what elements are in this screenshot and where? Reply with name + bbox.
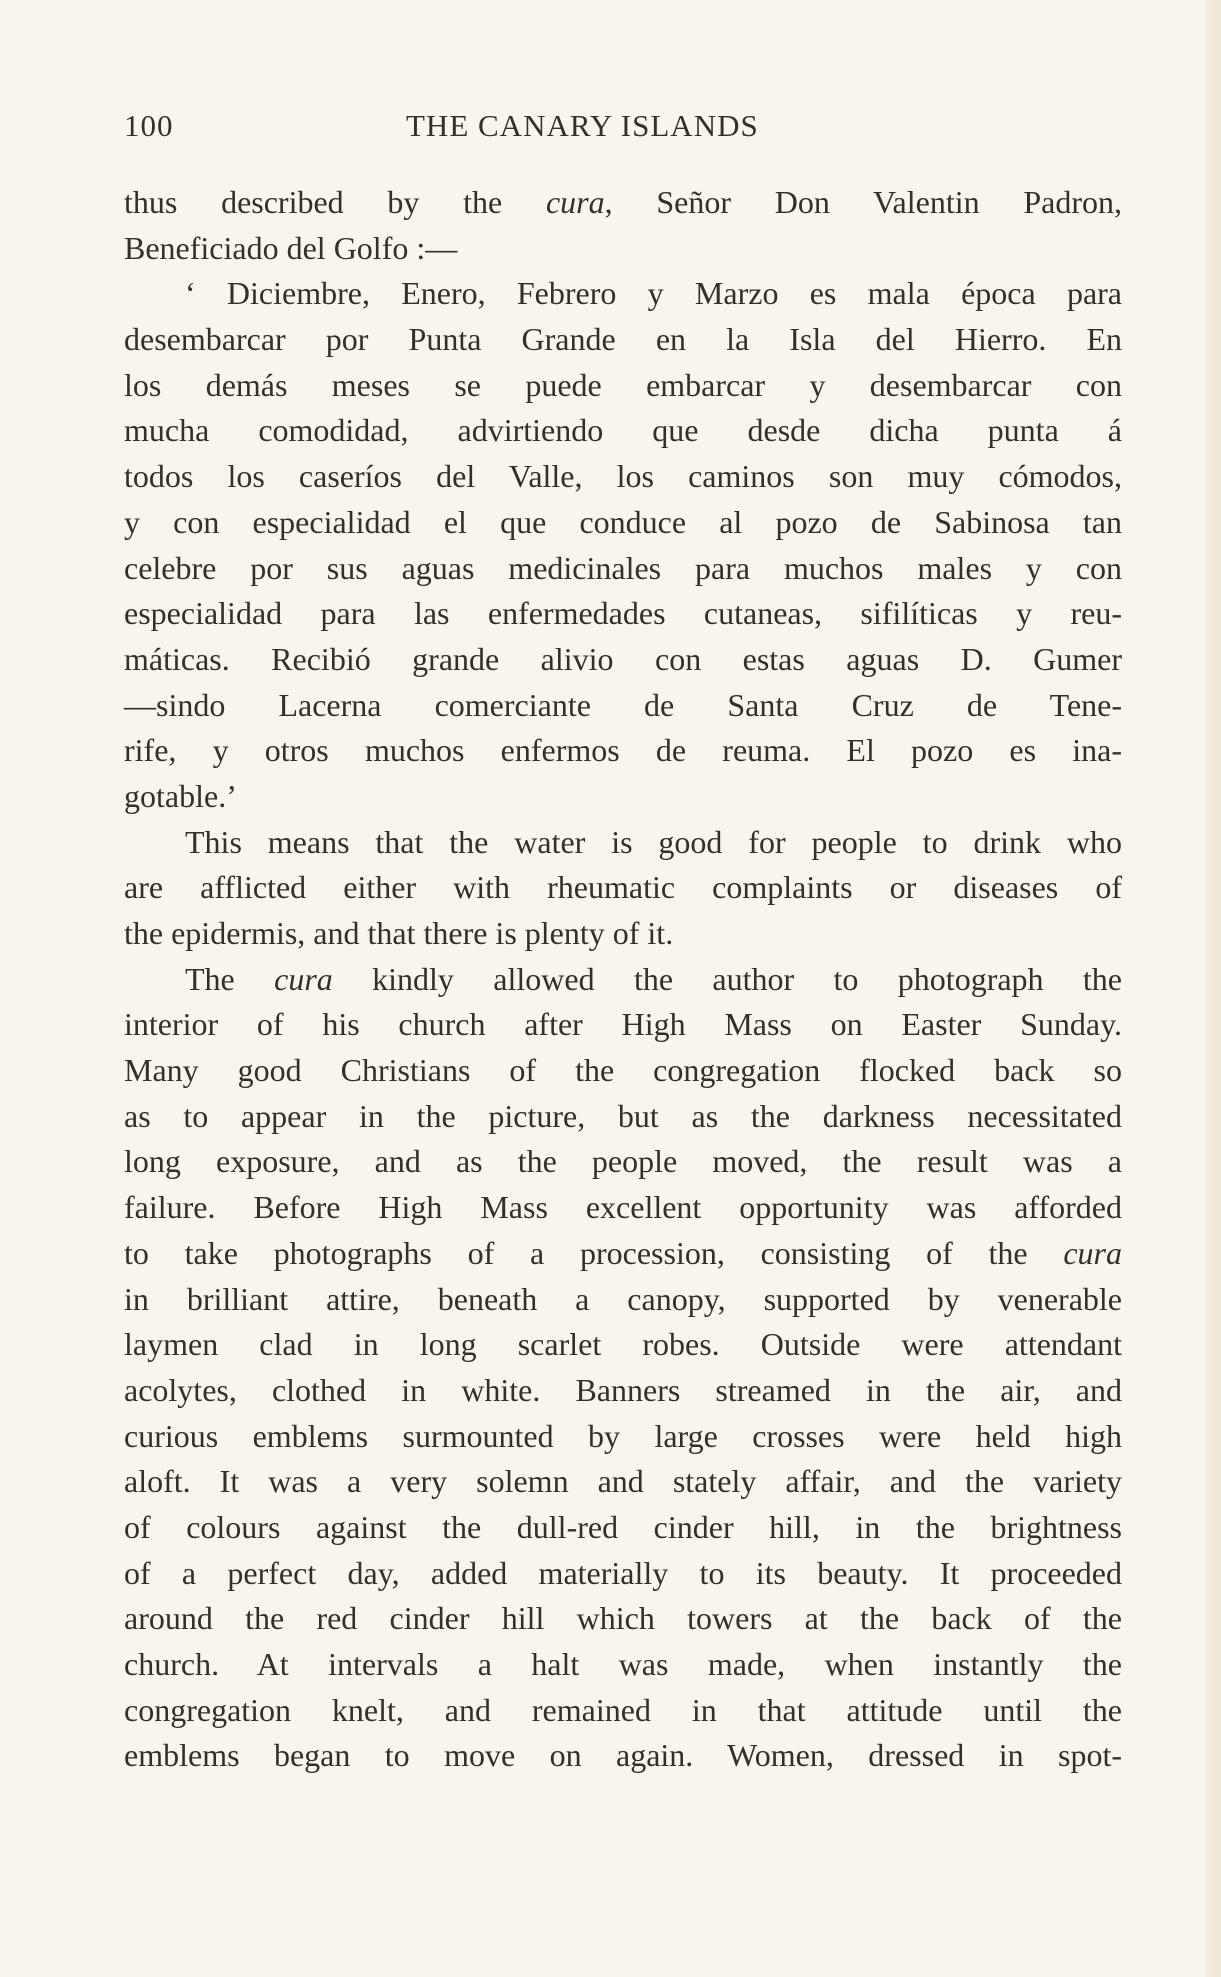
text-line: interior of his church after High Mass on Easter Sunday.: [124, 1006, 1122, 1043]
text-line: especialidad para las enfermedades cutaneas, sifilíticas y reu-: [124, 595, 1122, 632]
text-line: aloft. It was a very solemn and stately affair, and the variety: [124, 1463, 1122, 1500]
text-line: y con especialidad el que conduce al pozo de Sabinosa tan: [124, 503, 1122, 540]
text-line: to take photographs of a procession, consisting of the cura: [124, 1234, 1122, 1271]
running-head: [124, 104, 1124, 148]
text-line: desembarcar por Punta Grande en la Isla del Hierro. En: [124, 321, 1122, 358]
text-line: emblems began to move on again. Women, dressed in spot-: [124, 1737, 1122, 1774]
text-line: —sindo Lacerna comerciante de Santa Cruz de Tene-: [124, 686, 1122, 723]
text-line: congregation knelt, and remained in that attitude until the: [124, 1691, 1122, 1728]
text-line: curious emblems surmounted by large crosses were held high: [124, 1417, 1122, 1454]
page-edge: [1205, 0, 1221, 1977]
text-line: long exposure, and as the people moved, the result was a: [124, 1143, 1122, 1180]
text-line: gotable.’: [124, 777, 237, 814]
text-line: around the red cinder hill which towers at the back of the: [124, 1600, 1122, 1637]
text-line: todos los caseríos del Valle, los caminos son muy cómodos,: [124, 458, 1122, 495]
text-line: acolytes, clothed in white. Banners streamed in the air, and: [124, 1371, 1122, 1408]
text-line: laymen clad in long scarlet robes. Outside were attendant: [124, 1326, 1122, 1363]
italic-word: cura: [1063, 1234, 1122, 1271]
page-number: 100: [124, 108, 174, 143]
text-line: mucha comodidad, advirtiendo que desde dicha punta á: [124, 412, 1122, 449]
text-line: celebre por sus aguas medicinales para muchos males y con: [124, 549, 1122, 586]
text-line: of colours against the dull-red cinder hill, in the brightness: [124, 1508, 1122, 1545]
text-line: rife, y otros muchos enfermos de reuma. El pozo es ina-: [124, 732, 1122, 769]
text-line: ‘ Diciembre, Enero, Febrero y Marzo es mala época para: [185, 275, 1122, 312]
text-line: in brilliant attire, beneath a canopy, supported by venerable: [124, 1280, 1122, 1317]
italic-word: cura: [545, 184, 605, 220]
text-line: thus described by the cura, Señor Don Valentin Padron,: [124, 184, 1122, 220]
body-text: [124, 180, 1122, 1779]
text-line: Beneficiado del Golfo :—: [124, 229, 458, 266]
italic-word: cura: [274, 960, 333, 997]
text-line: failure. Before High Mass excellent opportunity was afforded: [124, 1189, 1122, 1226]
text-line: of a perfect day, added materially to its beauty. It proceeded: [124, 1554, 1122, 1591]
text-line: máticas. Recibió grande alivio con estas aguas D. Gumer: [124, 640, 1122, 677]
text-line: Many good Christians of the congregation flocked back so: [124, 1052, 1122, 1089]
text-line: This means that the water is good for people to drink who: [185, 823, 1122, 860]
running-title: THE CANARY ISLANDS: [406, 108, 759, 143]
text-line: church. At intervals a halt was made, when instantly the: [124, 1646, 1122, 1682]
text-line: The cura kindly allowed the author to photograph the: [185, 960, 1123, 997]
text-line: as to appear in the picture, but as the darkness necessitated: [124, 1097, 1122, 1134]
text-line: are afflicted either with rheumatic complaints or diseases of: [124, 869, 1122, 906]
text-line: los demás meses se puede embarcar y desembarcar con: [124, 366, 1122, 403]
text-line: the epidermis, and that there is plenty of it.: [124, 915, 674, 951]
